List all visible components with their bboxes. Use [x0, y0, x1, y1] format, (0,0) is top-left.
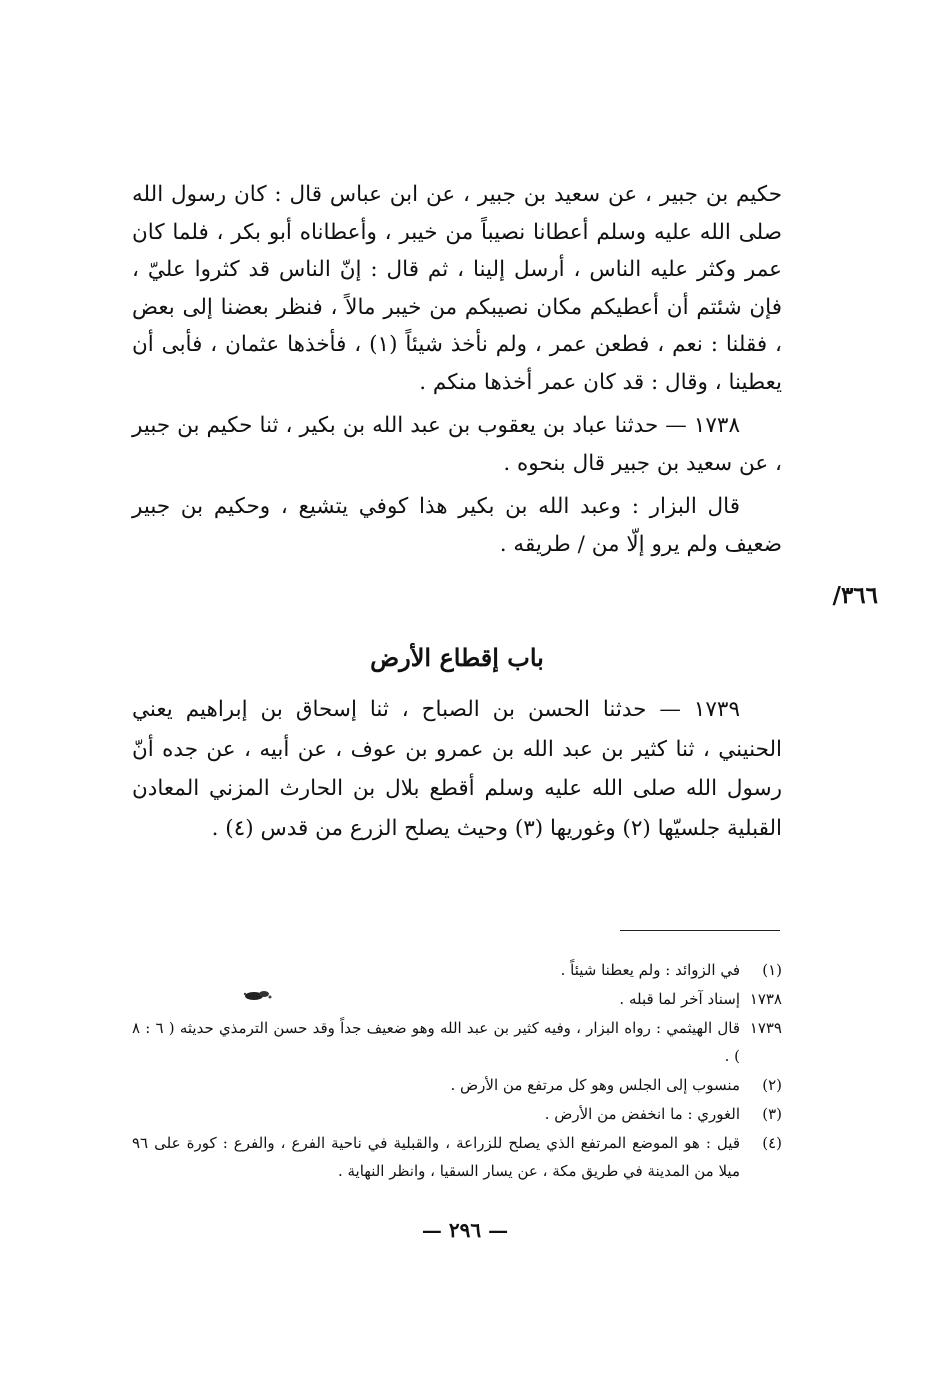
- footnote-label: ١٧٣٩: [749, 1019, 782, 1037]
- footnote-text: قيل : هو الموضع المرتفع الذي يصلح للزراعة ، والقبلية في ناحية الفرع ، والفرع : كورة على ٩٦ ميلا من المدينة في طريق مكة ، عن يسار السقيا ، وانظر النهاية .: [132, 1134, 740, 1180]
- footnote-text: الغوري : ما انخفض من الأرض .: [544, 1105, 740, 1123]
- footnote: [132, 1129, 782, 1185]
- footnote-text: قال الهيثمي : رواه البزار ، وفيه كثير بن عبد الله وهو ضعيف جداً وقد حسن الترمذي حديثه ( ٦ : ٨ ) .: [132, 1019, 740, 1065]
- footnote: [132, 985, 782, 1013]
- footnotes: [132, 956, 782, 1186]
- footnote-label: (٢): [762, 1076, 782, 1094]
- footnote-label: (١): [762, 961, 782, 979]
- footnote-text: منسوب إلى الجلس وهو كل مرتفع من الأرض .: [450, 1076, 740, 1094]
- footnote-text: إسناد آخر لما قبله .: [619, 990, 740, 1008]
- main-text-block-2: [132, 690, 782, 848]
- chapter-heading: باب إقطاع الأرض: [370, 643, 544, 672]
- footnote-label: ١٧٣٨: [749, 990, 782, 1008]
- main-text-block: [132, 176, 782, 563]
- page-number: — ٢٩٦ —: [421, 1218, 509, 1242]
- hadith-1739: ١٧٣٩ — حدثنا الحسن بن الصباح ، ثنا إسحاق بن إبراهيم يعني الحنيني ، ثنا كثير بن عبد الله بن عمرو بن عوف ، عن أبيه ، عن جده أنّ رسول الله صلى الله عليه وسلم أقطع بلال بن الحارث المزني المعادن القبلية جلسيّها (٢) وغوريها (٣) وحيث يصلح الزرع من قدس (٤) .: [132, 697, 782, 841]
- footnote: [132, 956, 782, 984]
- hadith-1737-continuation: حكيم بن جبير ، عن سعيد بن جبير ، عن ابن عباس قال : كان رسول الله صلى الله عليه وسلم أعطانا نصيباً من خيبر ، وأعطاناه أبو بكر ، فلما كان عمر وكثر عليه الناس ، أرسل إلينا ، ثم قال : إنّ الناس قد كثروا عليّ ، فإن شئتم أن أعطيكم مكان نصيبكم من خيبر مالاً ، فنظر بعضنا إلى بعض ، فقلنا : نعم ، فطعن عمر ، ولم نأخذ شيئاً (١) ، فأخذها عثمان ، فأبى أن يعطينا ، وقال : قد كان عمر أخذها منكم .: [132, 182, 782, 395]
- footnote-label: (٤): [762, 1134, 782, 1152]
- footnote: [132, 1100, 782, 1128]
- footnote-separator: [620, 930, 780, 931]
- footnote: [132, 1014, 782, 1070]
- manuscript-page-marker: ٣٦٦/: [832, 582, 878, 609]
- footnote: [132, 1071, 782, 1099]
- bazzar-comment: قال البزار : وعبد الله بن بكير هذا كوفي يتشيع ، وحكيم بن جبير ضعيف ولم يرو إلّا من / طريقه .: [132, 494, 782, 557]
- footnote-label: (٣): [762, 1105, 782, 1123]
- footnote-text: في الزوائد : ولم يعطنا شيئاً .: [560, 961, 740, 979]
- hadith-1738: ١٧٣٨ — حدثنا عباد بن يعقوب بن عبد الله بن بكير ، ثنا حكيم بن جبير ، عن سعيد بن جبير قال بنحوه .: [132, 413, 782, 476]
